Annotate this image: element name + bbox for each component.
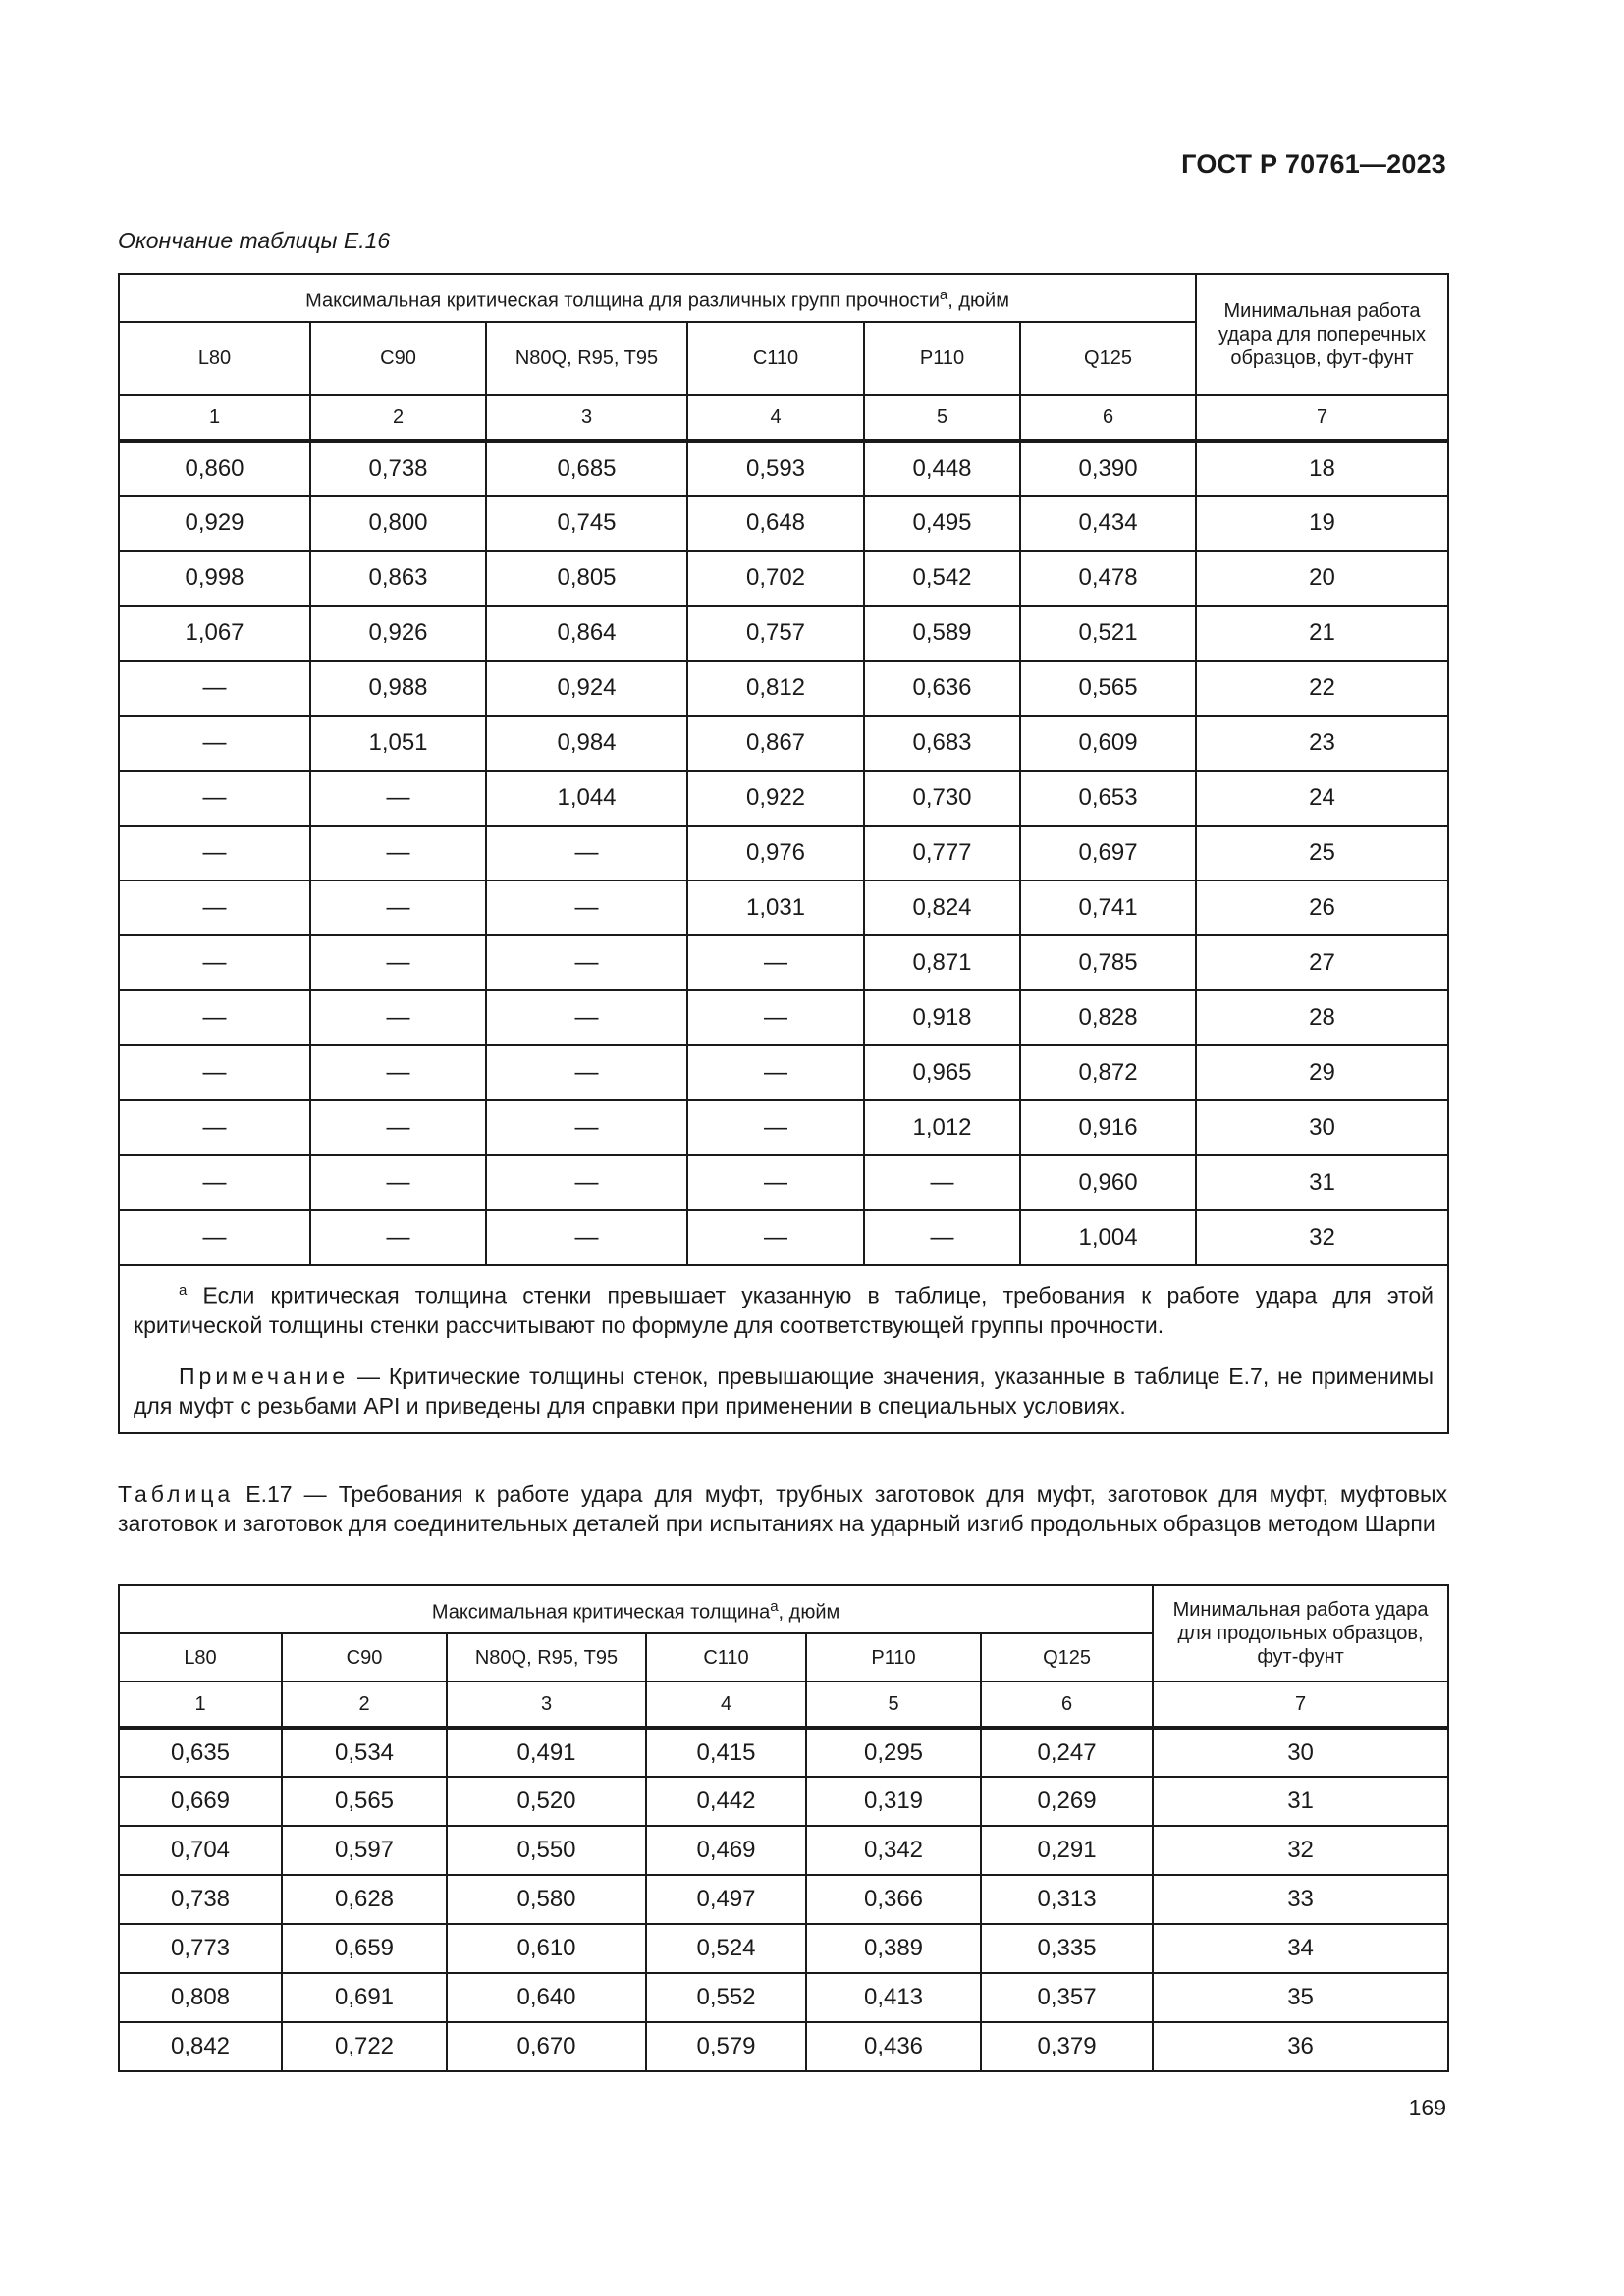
table-row — [119, 551, 1448, 606]
table-cell: 0,922 — [687, 771, 864, 826]
table-cell: — — [310, 1100, 486, 1155]
table-cell: 0,924 — [486, 661, 687, 716]
table-row — [119, 1728, 1448, 1777]
table-cell: — — [864, 1155, 1020, 1210]
column-number: 5 — [864, 395, 1020, 441]
table-cell: 0,610 — [447, 1924, 646, 1973]
table1-caption: Окончание таблицы Е.16 — [118, 228, 391, 253]
table-row — [119, 1924, 1448, 1973]
table-cell: 0,521 — [1020, 606, 1196, 661]
table-cell: 0,609 — [1020, 716, 1196, 771]
table-cell: 1,004 — [1020, 1210, 1196, 1265]
table-cell: 0,872 — [1020, 1045, 1196, 1100]
table-cell: 0,366 — [806, 1875, 981, 1924]
table-cell: 0,691 — [282, 1973, 447, 2022]
column-number: 5 — [806, 1682, 981, 1728]
table-cell: 0,704 — [119, 1826, 282, 1875]
column-number: 6 — [1020, 395, 1196, 441]
table-cell: 0,777 — [864, 826, 1020, 881]
table-row — [119, 771, 1448, 826]
table-cell: 0,918 — [864, 990, 1020, 1045]
table-cell: 0,738 — [119, 1875, 282, 1924]
table-cell: — — [119, 716, 310, 771]
table-cell: 0,697 — [1020, 826, 1196, 881]
table-cell: — — [486, 1210, 687, 1265]
table-cell: 0,295 — [806, 1728, 981, 1777]
table-e16 — [118, 273, 1449, 1434]
table-cell: 0,442 — [646, 1777, 806, 1826]
table1-last-header: Минимальная работа удара для поперечных образцов, фут-фунт — [1196, 274, 1448, 395]
table-cell: 29 — [1196, 1045, 1448, 1100]
table-cell: 0,593 — [687, 441, 864, 496]
table-cell: — — [310, 935, 486, 990]
table-cell: — — [119, 1155, 310, 1210]
table-cell: — — [687, 1210, 864, 1265]
table-row — [119, 606, 1448, 661]
note-label: Примечание — [179, 1362, 350, 1389]
table-cell: 32 — [1153, 1826, 1448, 1875]
table-row — [119, 716, 1448, 771]
table-cell: — — [310, 1045, 486, 1100]
table-cell: 0,579 — [646, 2022, 806, 2071]
table-cell: 0,860 — [119, 441, 310, 496]
table-cell: 1,051 — [310, 716, 486, 771]
table-cell: 0,773 — [119, 1924, 282, 1973]
table-cell: 0,863 — [310, 551, 486, 606]
table-cell: 0,745 — [486, 496, 687, 551]
table-cell: 0,291 — [981, 1826, 1153, 1875]
table-cell: 32 — [1196, 1210, 1448, 1265]
table-cell: — — [687, 1045, 864, 1100]
table-cell: 0,722 — [282, 2022, 447, 2071]
table-cell: 0,565 — [1020, 661, 1196, 716]
column-number: 3 — [486, 395, 687, 441]
column-header: P110 — [806, 1633, 981, 1682]
table-cell: — — [310, 826, 486, 881]
table-cell: 0,491 — [447, 1728, 646, 1777]
table-cell: 0,313 — [981, 1875, 1153, 1924]
table-row — [119, 1777, 1448, 1826]
table-cell: 0,247 — [981, 1728, 1153, 1777]
table-cell: 24 — [1196, 771, 1448, 826]
table-cell: 0,520 — [447, 1777, 646, 1826]
table-cell: 0,867 — [687, 716, 864, 771]
table-cell: — — [119, 1100, 310, 1155]
table-cell: 0,534 — [282, 1728, 447, 1777]
table-cell: 33 — [1153, 1875, 1448, 1924]
table-row — [119, 935, 1448, 990]
table-cell: 0,628 — [282, 1875, 447, 1924]
table-cell: — — [687, 1100, 864, 1155]
table-cell: 0,580 — [447, 1875, 646, 1924]
table-cell: 0,448 — [864, 441, 1020, 496]
table-cell: 1,044 — [486, 771, 687, 826]
table-cell: 0,808 — [119, 1973, 282, 2022]
table-cell: — — [486, 1100, 687, 1155]
table-row — [119, 990, 1448, 1045]
table-cell: 0,565 — [282, 1777, 447, 1826]
table-cell: 0,741 — [1020, 881, 1196, 935]
table-cell: 0,434 — [1020, 496, 1196, 551]
note-text: — Критические толщины стенок, превышающие значения, указанные в таблице Е.7, не применимы для муфт с резьбами API и приведены для справки при применении в специальных условиях. — [134, 1362, 1435, 1418]
table-row — [119, 661, 1448, 716]
table-cell: 0,976 — [687, 826, 864, 881]
table-cell: 0,785 — [1020, 935, 1196, 990]
table-cell: 0,550 — [447, 1826, 646, 1875]
table-cell: — — [486, 990, 687, 1045]
table-cell: — — [310, 1155, 486, 1210]
table-cell: — — [486, 1155, 687, 1210]
table-cell: 27 — [1196, 935, 1448, 990]
table-cell: — — [687, 935, 864, 990]
column-header: L80 — [119, 322, 310, 395]
table-cell: 19 — [1196, 496, 1448, 551]
table-cell: 26 — [1196, 881, 1448, 935]
table-cell: 0,965 — [864, 1045, 1020, 1100]
table-cell: — — [486, 1045, 687, 1100]
table-cell: 0,269 — [981, 1777, 1153, 1826]
table-row — [119, 1100, 1448, 1155]
table2-group-header: Максимальная критическая толщина$^а$, дюйм — [119, 1585, 1153, 1633]
column-number: 2 — [282, 1682, 447, 1728]
table-cell: 0,635 — [119, 1728, 282, 1777]
table-cell: — — [119, 1210, 310, 1265]
table-cell: 34 — [1153, 1924, 1448, 1973]
table-row — [119, 881, 1448, 935]
table-cell: 0,636 — [864, 661, 1020, 716]
table-e17 — [118, 1584, 1449, 2072]
table-cell: 0,415 — [646, 1728, 806, 1777]
table-cell: 0,842 — [119, 2022, 282, 2071]
document-code: ГОСТ Р 70761—2023 — [1181, 149, 1446, 179]
page-number: 169 — [1408, 2095, 1446, 2120]
table-cell: 0,495 — [864, 496, 1020, 551]
table-cell: 0,800 — [310, 496, 486, 551]
table-cell: 1,031 — [687, 881, 864, 935]
table-cell: 25 — [1196, 826, 1448, 881]
column-header: N80Q, R95, T95 — [486, 322, 687, 395]
table-row — [119, 441, 1448, 496]
table-cell: 1,012 — [864, 1100, 1020, 1155]
column-header: Q125 — [981, 1633, 1153, 1682]
table-cell: 0,960 — [1020, 1155, 1196, 1210]
table-cell: 0,390 — [1020, 441, 1196, 496]
table-cell: 0,683 — [864, 716, 1020, 771]
table-cell: 22 — [1196, 661, 1448, 716]
table-cell: — — [119, 661, 310, 716]
table-cell: — — [310, 771, 486, 826]
table-cell: 0,589 — [864, 606, 1020, 661]
table-cell: 0,413 — [806, 1973, 981, 2022]
table-cell: 0,998 — [119, 551, 310, 606]
table-cell: 0,984 — [486, 716, 687, 771]
table-cell: 0,805 — [486, 551, 687, 606]
table-cell: 0,357 — [981, 1973, 1153, 2022]
table-cell: 31 — [1196, 1155, 1448, 1210]
table-row — [119, 2022, 1448, 2071]
table-cell: 23 — [1196, 716, 1448, 771]
table-row — [119, 1826, 1448, 1875]
table-cell: 0,469 — [646, 1826, 806, 1875]
table-row — [119, 1210, 1448, 1265]
column-header: N80Q, R95, T95 — [447, 1633, 646, 1682]
column-number: 1 — [119, 395, 310, 441]
table-cell: 0,812 — [687, 661, 864, 716]
table-cell: 0,436 — [806, 2022, 981, 2071]
table-cell: 0,648 — [687, 496, 864, 551]
table-cell: 30 — [1196, 1100, 1448, 1155]
table2-caption: Таблица Е.17 — Требования к работе удара для муфт, трубных заготовок для муфт, заготовок для муфт, муфтовых заготовок и заготовок для соединительных деталей при испытаниях на ударный изгиб продольных образцов методом Шарпи — [118, 1481, 1447, 1536]
table-cell: 0,824 — [864, 881, 1020, 935]
table-cell: — — [310, 881, 486, 935]
table-cell: — — [486, 826, 687, 881]
table-cell: 1,067 — [119, 606, 310, 661]
column-number: 2 — [310, 395, 486, 441]
table-cell: 0,926 — [310, 606, 486, 661]
column-number: 6 — [981, 1682, 1153, 1728]
column-header: C90 — [282, 1633, 447, 1682]
column-number: 4 — [687, 395, 864, 441]
table-cell: 0,929 — [119, 496, 310, 551]
table-cell: — — [119, 1045, 310, 1100]
table-cell: 0,730 — [864, 771, 1020, 826]
table-cell: 0,738 — [310, 441, 486, 496]
table-cell: 30 — [1153, 1728, 1448, 1777]
table-cell: 0,659 — [282, 1924, 447, 1973]
column-number: 4 — [646, 1682, 806, 1728]
table-cell: 20 — [1196, 551, 1448, 606]
table-cell: — — [310, 990, 486, 1045]
table-cell: 0,702 — [687, 551, 864, 606]
table-cell: — — [687, 990, 864, 1045]
column-number: 3 — [447, 1682, 646, 1728]
table-cell: 0,640 — [447, 1973, 646, 2022]
column-header: C110 — [646, 1633, 806, 1682]
table1-group-header: Максимальная критическая толщина для различных групп прочности$^а$, дюйм — [119, 274, 1196, 322]
table-cell: 0,319 — [806, 1777, 981, 1826]
table-cell: 0,478 — [1020, 551, 1196, 606]
table-cell: 0,653 — [1020, 771, 1196, 826]
table-cell: 0,670 — [447, 2022, 646, 2071]
table-cell: 0,379 — [981, 2022, 1153, 2071]
table-cell: 18 — [1196, 441, 1448, 496]
table-cell: 0,597 — [282, 1826, 447, 1875]
table-row — [119, 1045, 1448, 1100]
table-cell: 35 — [1153, 1973, 1448, 2022]
table-cell: 0,542 — [864, 551, 1020, 606]
table-cell: — — [119, 826, 310, 881]
table-cell: — — [486, 935, 687, 990]
table-cell: — — [687, 1155, 864, 1210]
column-number: 1 — [119, 1682, 282, 1728]
table2-last-header: Минимальная работа удара для продольных образцов, фут-фунт — [1153, 1585, 1448, 1682]
table-cell: 0,916 — [1020, 1100, 1196, 1155]
table-cell: 0,685 — [486, 441, 687, 496]
table-cell: 0,389 — [806, 1924, 981, 1973]
table-cell: 0,669 — [119, 1777, 282, 1826]
table-cell: 0,335 — [981, 1924, 1153, 1973]
table-cell: 21 — [1196, 606, 1448, 661]
footnote-text: Если критическая толщина стенки превышает указанную в таблице, требования к работе удара для этой критической толщины стенки рассчитывают по формуле для соответствующей группы прочности. — [134, 1282, 1435, 1338]
table-cell: 0,342 — [806, 1826, 981, 1875]
table-cell: — — [310, 1210, 486, 1265]
table-cell: 0,552 — [646, 1973, 806, 2022]
table-cell: 0,988 — [310, 661, 486, 716]
table-cell: — — [119, 935, 310, 990]
table-row — [119, 1973, 1448, 2022]
table-cell: 0,871 — [864, 935, 1020, 990]
table-cell: — — [119, 881, 310, 935]
table-cell: 31 — [1153, 1777, 1448, 1826]
table-row — [119, 826, 1448, 881]
table-cell: 0,757 — [687, 606, 864, 661]
table-row — [119, 1155, 1448, 1210]
table-cell: — — [119, 990, 310, 1045]
table-row — [119, 1875, 1448, 1924]
footnote-mark: а — [179, 1282, 188, 1299]
column-header: C90 — [310, 322, 486, 395]
table-cell: — — [864, 1210, 1020, 1265]
table-cell: 0,524 — [646, 1924, 806, 1973]
column-number: 7 — [1153, 1682, 1448, 1728]
table-cell: 0,864 — [486, 606, 687, 661]
table-cell: 28 — [1196, 990, 1448, 1045]
table-cell: 0,497 — [646, 1875, 806, 1924]
column-header: P110 — [864, 322, 1020, 395]
table-cell: 36 — [1153, 2022, 1448, 2071]
table-cell: — — [486, 881, 687, 935]
column-number: 7 — [1196, 395, 1448, 441]
table-cell: 0,828 — [1020, 990, 1196, 1045]
table1-footnote — [119, 1265, 1448, 1433]
column-header: C110 — [687, 322, 864, 395]
column-header: Q125 — [1020, 322, 1196, 395]
column-header: L80 — [119, 1633, 282, 1682]
table-cell: — — [119, 771, 310, 826]
table-row — [119, 496, 1448, 551]
